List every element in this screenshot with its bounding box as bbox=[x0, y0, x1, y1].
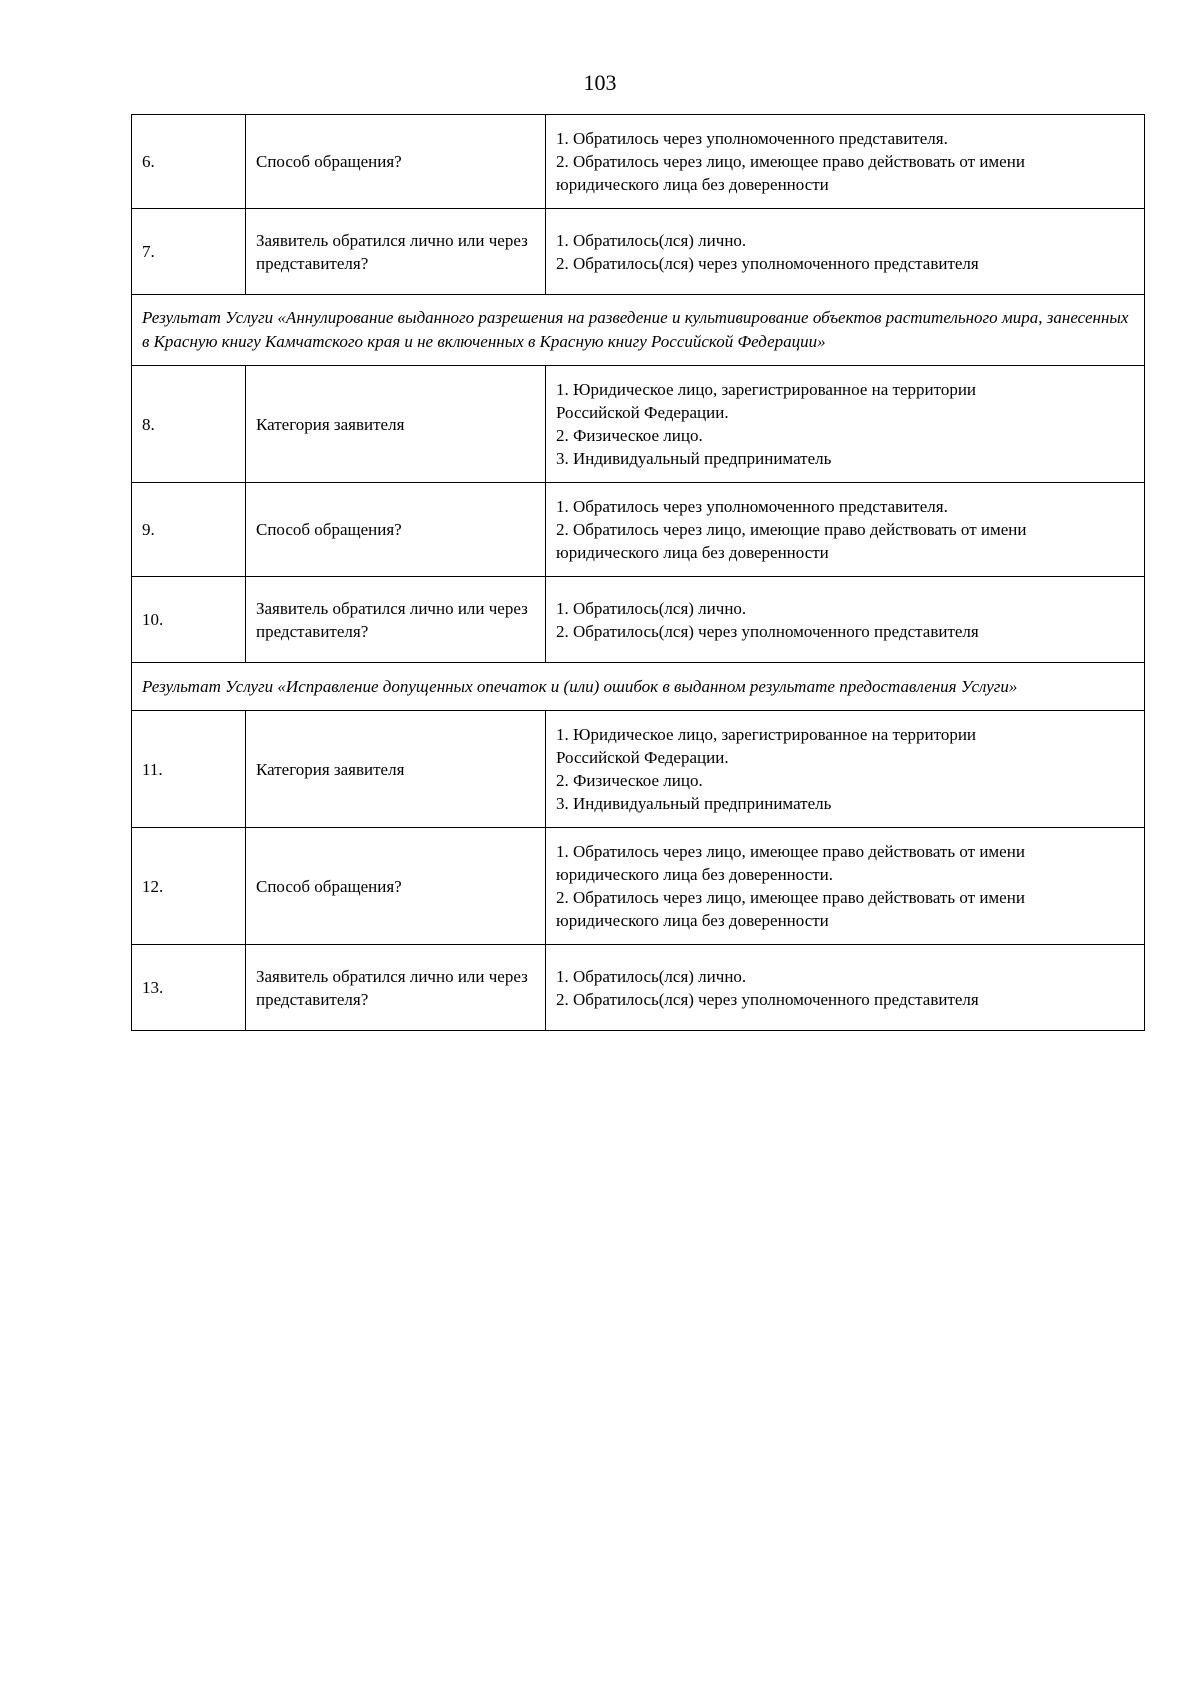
answer-line: 2. Обратилось(лся) через уполномоченного представителя bbox=[556, 989, 979, 1009]
table-row bbox=[132, 577, 1145, 663]
table-row bbox=[132, 711, 1145, 828]
row-number: 13. bbox=[132, 945, 246, 1031]
answer-line: 3. Индивидуальный предприниматель bbox=[556, 794, 832, 813]
row-question: Заявитель обратился лично или через представителя? bbox=[246, 945, 546, 1031]
answer-line: 2. Обратилось через лицо, имеющее право действовать от имени bbox=[556, 888, 1025, 907]
answer-line: 1. Обратилось(лся) лично. bbox=[556, 598, 747, 618]
row-question: Способ обращения? bbox=[246, 115, 546, 209]
answer-line: 2. Физическое лицо. bbox=[556, 771, 703, 790]
answer-line: юридического лица без доверенности. bbox=[556, 865, 834, 884]
answer-line: 1. Юридическое лицо, зарегистрированное на территории bbox=[556, 725, 977, 744]
row-question: Категория заявителя bbox=[246, 711, 546, 828]
row-question: Способ обращения? bbox=[246, 828, 546, 945]
row-answers bbox=[546, 115, 1145, 209]
row-number: 9. bbox=[132, 483, 246, 577]
row-answers bbox=[546, 577, 1145, 663]
table-row bbox=[132, 483, 1145, 577]
table-row bbox=[132, 366, 1145, 483]
answer-line: 2. Обратилось(лся) через уполномоченного представителя bbox=[556, 621, 979, 641]
row-question: Заявитель обратился лично или через представителя? bbox=[246, 209, 546, 295]
answer-line: 1. Обратилось(лся) лично. bbox=[556, 230, 747, 250]
answer-line: юридического лица без доверенности bbox=[556, 543, 829, 562]
answer-line: 1. Обратилось(лся) лично. bbox=[556, 966, 747, 986]
row-number: 6. bbox=[132, 115, 246, 209]
answer-line: 2. Обратилось(лся) через уполномоченного представителя bbox=[556, 253, 979, 273]
answer-line: 2. Обратилось через лицо, имеющее право действовать от имени bbox=[556, 152, 1025, 171]
row-answers bbox=[546, 828, 1145, 945]
section-heading: Результат Услуги «Аннулирование выданного разрешения на разведение и культивирование объектов растительного мира, занесенных в Красную книгу Камчатского края и не включенных в Красную книгу Российской Федерации» bbox=[132, 295, 1145, 366]
section-heading: Результат Услуги «Исправление допущенных опечаток и (или) ошибок в выданном результате предоставления Услуги» bbox=[132, 663, 1145, 711]
row-answers bbox=[546, 711, 1145, 828]
section-heading-row bbox=[132, 663, 1145, 711]
row-number: 10. bbox=[132, 577, 246, 663]
answer-line: 1. Обратилось через уполномоченного представителя. bbox=[556, 497, 948, 516]
row-answers bbox=[546, 945, 1145, 1031]
row-number: 7. bbox=[132, 209, 246, 295]
criteria-table bbox=[131, 114, 1145, 1031]
answer-line: 1. Обратилось через лицо, имеющее право действовать от имени bbox=[556, 842, 1025, 861]
answer-line: 1. Юридическое лицо, зарегистрированное на территории bbox=[556, 380, 977, 399]
section-heading-row bbox=[132, 295, 1145, 366]
answer-line: юридического лица без доверенности bbox=[556, 175, 829, 194]
row-answers bbox=[546, 366, 1145, 483]
row-number: 11. bbox=[132, 711, 246, 828]
answer-line: Российской Федерации. bbox=[556, 748, 729, 767]
row-question: Заявитель обратился лично или через представителя? bbox=[246, 577, 546, 663]
row-question: Способ обращения? bbox=[246, 483, 546, 577]
answer-line: 3. Индивидуальный предприниматель bbox=[556, 449, 832, 468]
answer-line: Российской Федерации. bbox=[556, 403, 729, 422]
page-number: 103 bbox=[583, 70, 617, 95]
table-row bbox=[132, 828, 1145, 945]
table-row bbox=[132, 209, 1145, 295]
row-answers bbox=[546, 483, 1145, 577]
row-question: Категория заявителя bbox=[246, 366, 546, 483]
answer-line: 2. Физическое лицо. bbox=[556, 426, 703, 445]
table-row bbox=[132, 945, 1145, 1031]
answer-line: 1. Обратилось через уполномоченного представителя. bbox=[556, 129, 948, 148]
table-row bbox=[132, 115, 1145, 209]
answer-line: 2. Обратилось через лицо, имеющие право действовать от имени bbox=[556, 520, 1027, 539]
row-number: 12. bbox=[132, 828, 246, 945]
row-answers bbox=[546, 209, 1145, 295]
answer-line: юридического лица без доверенности bbox=[556, 911, 829, 930]
row-number: 8. bbox=[132, 366, 246, 483]
